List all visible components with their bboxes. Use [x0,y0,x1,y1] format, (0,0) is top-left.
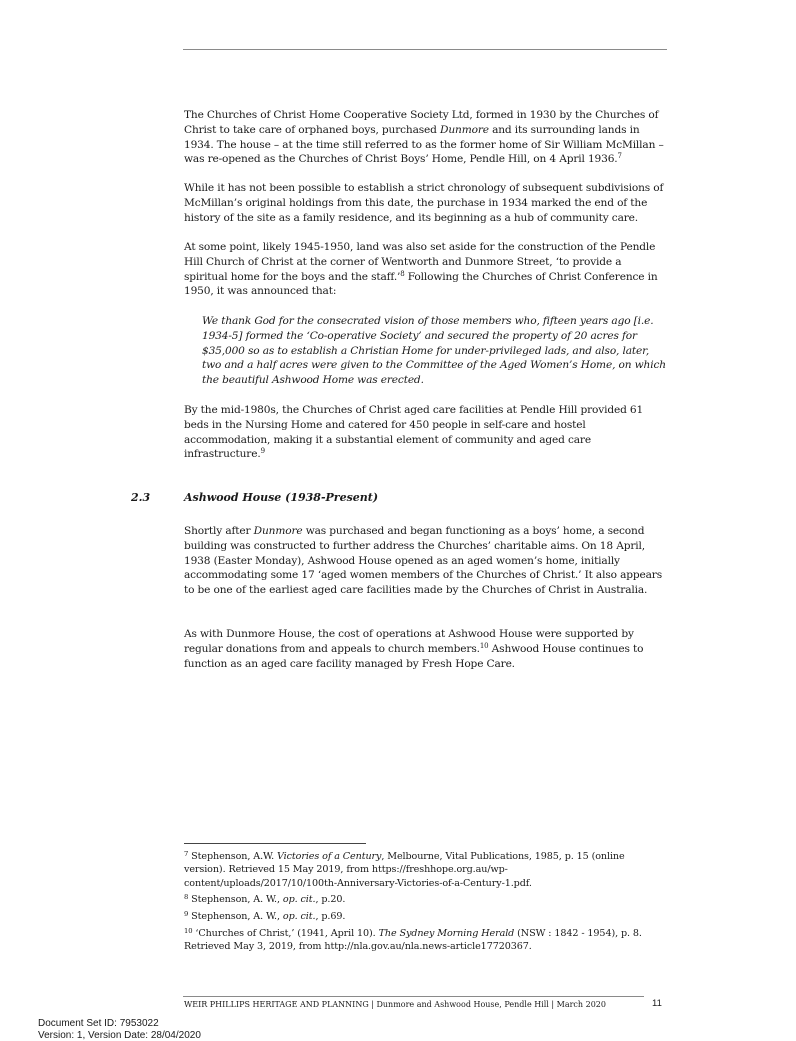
paragraph-ashwood-opening [184,524,666,598]
version-date: Version: 1, Version Date: 28/04/2020 [38,1030,201,1041]
footnote-7 [184,850,654,890]
footnote-number: 8 [184,893,188,901]
footer-text: WEIR PHILLIPS HERITAGE AND PLANNING | Dunmore and Ashwood House, Pendle Hill | March 2020 [184,1000,606,1009]
paragraph-text: and its surrounding lands in 1934. The house – at the time still referred to as the former home of Sir William McMillan – was re-opened as the Churches of Christ Boys’ Home, Pendle Hill, on 4 April 1936. [184,124,664,166]
footnote-title: Victories of a Century [277,851,381,862]
footnote-10 [184,927,654,954]
footnote-number: 9 [184,910,188,918]
footnote-8 [184,893,654,906]
footnote-text: (NSW : 1842 - 1954), p. 8. Retrieved May 3, 2019, from http://nla.gov.au/nla.news-article17720367. [184,928,642,952]
document-set-stamp [38,1018,201,1041]
footnote-separator [184,843,366,844]
footnote-text: Stephenson, A.W. [188,851,277,862]
paragraph-text: The Churches of Christ Home Cooperative Society Ltd, formed in 1930 by the Churches of Christ to take care of orphaned boys, purchased [184,109,658,136]
footnote-text: Stephenson, A. W., [188,894,283,905]
paragraph-text: Following the Churches of Christ Conference in 1950, it was announced that: [184,271,658,298]
footnote-ref-10[interactable]: 10 [480,642,489,650]
footnote-title: op. cit. [283,894,316,905]
paragraph-text: At some point, likely 1945-1950, land was also set aside for the construction of the Pendle Hill Church of Christ at the corner of Wentworth and Dunmore Street, ‘to provide a spiritual home for the boys and the staff.’ [184,241,655,283]
footnote-text: Stephenson, A. W., [188,911,283,922]
paragraph-society-purchase [184,108,666,167]
footnote-number: 10 [184,927,192,935]
document-set-id: Document Set ID: 7953022 [38,1018,201,1030]
emphasis-dunmore: Dunmore [440,124,489,136]
footnote-9 [184,910,654,923]
footnote-title: The Sydney Morning Herald [379,928,515,939]
paragraph-church-land [184,240,666,299]
footnote-number: 7 [184,850,188,858]
emphasis-dunmore: Dunmore [254,525,303,537]
footnote-ref-7[interactable]: 7 [618,152,622,160]
paragraph-chronology [184,181,666,225]
block-quote [202,314,670,388]
paragraph-text: While it has not been possible to establish a strict chronology of subsequent subdivisions of McMillan’s original holdings from this date, the purchase in 1934 marked the end of the history of the site as a family residence, and its beginning as a hub of community care. [184,181,666,225]
paragraph-text: Shortly after [184,525,254,537]
footnote-ref-8[interactable]: 8 [400,270,404,278]
footnote-title: op. cit. [283,911,316,922]
paragraph-text: was purchased and began functioning as a boys’ home, a second building was constructed to further address the Churches’ charitable aims. On 18 April, 1938 (Easter Monday), Ashwood House opened as an aged women’s home, initially accommodating some 17 ‘aged women members of the Churches of Christ.’ It also appears to be one of the earliest aged care facilities made by the Churches of Christ in Australia. [184,525,662,596]
header-rule [183,49,667,50]
paragraph-text: Ashwood House continues to function as an aged care facility managed by Fresh Hope Care. [184,643,643,670]
paragraph-mid-1980s [184,403,666,462]
section-title: Ashwood House (1938-Present) [184,491,378,504]
paragraph-text: By the mid-1980s, the Churches of Christ aged care facilities at Pendle Hill provided 61 beds in the Nursing Home and catered for 450 people in self-care and hostel accommodation, making it a substantial element of community and aged care infrastructure. [184,404,643,460]
paragraph-text: As with Dunmore House, the cost of operations at Ashwood House were supported by regular donations from and appeals to church members. [184,628,634,655]
footnote-text: ‘Churches of Christ,’ (1941, April 10). [192,928,378,939]
quote-text: We thank God for the consecrated vision of those members who, fifteen years ago [i.e. 1934-5] formed the ‘Co-operative Society’ and secured the property of 20 acres for $35,000 so as to establish a Christian Home for under-privileged lads, and also, later, two and a half acres were given to the Committee of the Aged Women’s Home, on which the beautiful Ashwood Home was erected. [202,314,670,388]
section-number: 2.3 [131,491,150,504]
footnote-text: , Melbourne, Vital Publications, 1985, p. 15 (online version). Retrieved 15 May 2019, from https://freshhope.org.au/wp-content/uploads/2017/10/100th-Anniversary-Victories-of-a-Century-1.pdf. [184,851,625,889]
paragraph-ashwood-operations [184,627,666,671]
page-number: 11 [652,998,662,1009]
footnote-ref-9[interactable]: 9 [261,447,265,455]
footer-rule [183,996,644,997]
footnote-text: , p.69. [315,911,345,922]
footnote-text: , p.20. [315,894,345,905]
